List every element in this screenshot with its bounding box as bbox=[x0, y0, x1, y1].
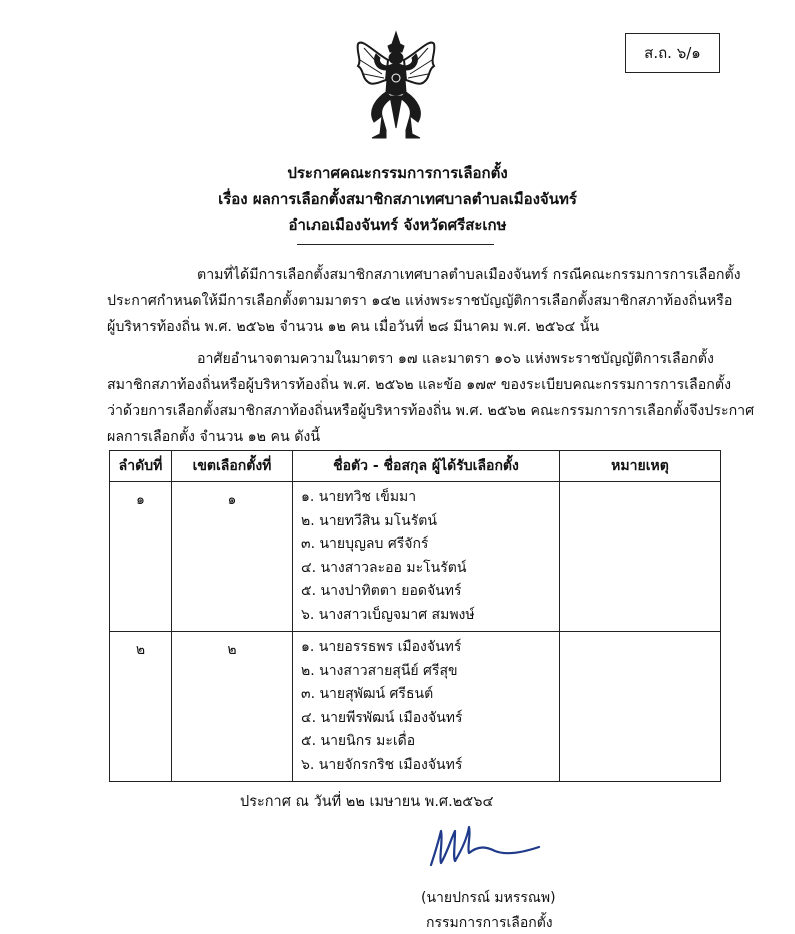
elected-member: ๑. นายอรรธพร เมืองจันทร์ bbox=[301, 639, 462, 655]
elected-member: ๓. นายบุญลบ ศรีจักร์ bbox=[301, 536, 429, 552]
title-divider bbox=[297, 244, 494, 245]
names-cell bbox=[293, 632, 560, 782]
elected-member: ๔. นางสาวละออ มะโนรัตน์ bbox=[301, 559, 467, 576]
paragraph-1-line: ประกาศกำหนดให้มีการเลือกตั้งตามมาตรา ๑๔๒ แห่งพระราชบัญญัติการเลือกตั้งสมาชิกสภาท้องถิ่นหรือ bbox=[107, 293, 733, 309]
elected-member: ๕. นายนิกร มะเดื่อ bbox=[301, 733, 416, 749]
document-code-box: ส.ถ. ๖/๑ bbox=[625, 33, 720, 73]
election-results-table bbox=[109, 450, 721, 782]
header-remark: หมายเหตุ bbox=[560, 451, 721, 482]
elected-member: ๕. นางปาทิตตา ยอดจันทร์ bbox=[301, 583, 462, 599]
elected-member: ๒. นายทวีสิน มโนรัตน์ bbox=[301, 512, 437, 529]
elected-member: ๒. นางสาวสายสุนีย์ ศรีสุข bbox=[301, 662, 458, 679]
district-cell: ๑ bbox=[172, 482, 293, 632]
district-cell: ๒ bbox=[172, 632, 293, 782]
signer-title: กรรมการการเลือกตั้ง bbox=[426, 915, 553, 931]
table-row bbox=[110, 482, 721, 632]
remark-cell bbox=[560, 632, 721, 782]
elected-member: ๔. นายพีรพัฒน์ เมืองจันทร์ bbox=[301, 709, 463, 726]
elected-member: ๓. นายสุพัฒน์ ศรีธนต์ bbox=[301, 686, 434, 702]
table-row bbox=[110, 632, 721, 782]
header-names: ชื่อตัว - ชื่อสกุล ผู้ได้รับเลือกตั้ง bbox=[293, 451, 560, 482]
elected-member: ๑. นายทวิช เข็มมา bbox=[301, 489, 417, 505]
paragraph-1 bbox=[107, 262, 741, 340]
elected-member: ๖. นางสาวเบ็ญจมาศ สมพงษ์ bbox=[301, 606, 475, 623]
names-cell bbox=[293, 482, 560, 632]
announcement-subject: เรื่อง ผลการเลือกตั้งสมาชิกสภาเทศบาลตำบลเมืองจันทร์ bbox=[218, 190, 577, 208]
header-district: เขตเลือกตั้งที่ bbox=[172, 451, 293, 482]
order-cell: ๑ bbox=[110, 482, 172, 632]
paragraph-2-line: ผลการเลือกตั้ง จำนวน ๑๒ คน ดังนี้ bbox=[107, 429, 321, 445]
paragraph-2-line: สมาชิกสภาท้องถิ่นหรือผู้บริหารท้องถิ่น พ.ศ. ๒๕๖๒ และข้อ ๑๗๙ ของระเบียบคณะกรรมการการเลือกตั้ง bbox=[107, 377, 732, 393]
remark-cell bbox=[560, 482, 721, 632]
paragraph-2-line: อาศัยอำนาจตามความในมาตรา ๑๗ และมาตรา ๑๐๖ แห่งพระราชบัญญัติการเลือกตั้ง bbox=[197, 351, 714, 367]
paragraph-1-line: ผู้บริหารท้องถิ่น พ.ศ. ๒๕๖๒ จำนวน ๑๒ คน เมื่อวันที่ ๒๘ มีนาคม พ.ศ. ๒๕๖๔ นั้น bbox=[107, 319, 600, 335]
announcement-location: อำเภอเมืองจันทร์ จังหวัดศรีสะเกษ bbox=[288, 216, 507, 234]
header-order: ลำดับที่ bbox=[110, 451, 172, 482]
paragraph-1-line: ตามที่ได้มีการเลือกตั้งสมาชิกสภาเทศบาลตำบลเมืองจันทร์ กรณีคณะกรรมการการเลือกตั้ง bbox=[197, 267, 741, 283]
order-cell: ๒ bbox=[110, 632, 172, 782]
announcement-date: ประกาศ ณ วันที่ ๒๒ เมษายน พ.ศ.๒๕๖๔ bbox=[240, 794, 494, 810]
garuda-emblem bbox=[352, 30, 440, 142]
signer-name: (นายปกรณ์ มหรรณพ) bbox=[421, 890, 556, 906]
paragraph-2-line: ว่าด้วยการเลือกตั้งสมาชิกสภาท้องถิ่นหรือผู้บริหารท้องถิ่น พ.ศ. ๒๕๖๒ คณะกรรมการการเลือกตั้งจึงประกาศ bbox=[107, 403, 755, 419]
handwritten-signature bbox=[425, 817, 545, 877]
elected-member: ๖. นายจักรกริช เมืองจันทร์ bbox=[301, 756, 463, 773]
paragraph-2 bbox=[107, 346, 755, 450]
announcement-heading: ประกาศคณะกรรมการการเลือกตั้ง bbox=[287, 164, 508, 182]
table-header-row bbox=[110, 451, 721, 482]
